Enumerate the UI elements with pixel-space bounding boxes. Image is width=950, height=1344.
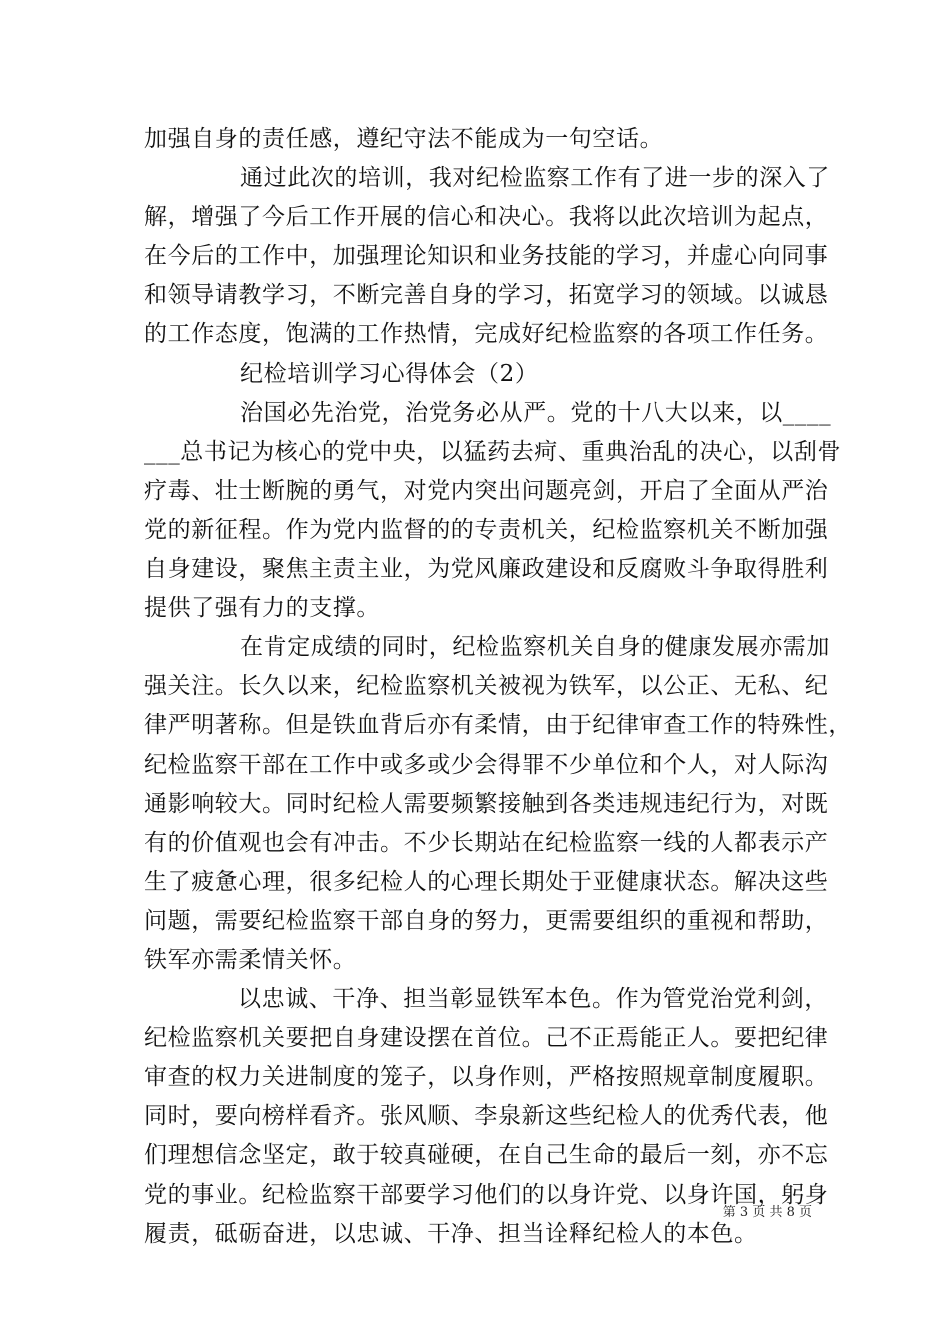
text-line: 党的新征程。作为党内监督的的专责机关，纪检监察机关不断加强 (144, 516, 829, 543)
text-line: 纪检监察机关要把自身建设摆在首位。己不正焉能正人。要把纪律 (144, 1025, 829, 1052)
text-line: 问题，需要纪检监察干部自身的努力，更需要组织的重视和帮助， (144, 907, 829, 934)
text-line: 履责，砥砺奋进，以忠诚、干净、担当诠释纪检人的本色。 (144, 1220, 758, 1247)
paragraph-start-line: 在肯定成绩的同时，纪检监察机关自身的健康发展亦需加 (240, 634, 830, 661)
text-line: 铁军亦需柔情关怀。 (144, 946, 357, 973)
text-line: 加强自身的责任感，遵纪守法不能成为一句空话。 (144, 126, 664, 152)
text-line: 的工作态度，饱满的工作热情，完成好纪检监察的各项工作任务。 (144, 321, 829, 348)
page-number-footer: 第 3 页 共 8 页 (722, 1205, 812, 1220)
document-body (144, 120, 852, 1254)
paragraph-start-line: 治国必先治党，治党务必从严。党的十八大以来，以____ (240, 399, 832, 426)
paragraph-start-line: 以忠诚、干净、担当彰显铁军本色。作为管党治党利剑， (238, 986, 828, 1013)
paragraph-start-line: 通过此次的培训，我对纪检监察工作有了进一步的深入了 (240, 165, 830, 192)
text-line: 疗毒、壮士断腕的勇气，对党内突出问题亮剑，开启了全面从严治 (144, 477, 829, 504)
text-line: 在今后的工作中，加强理论知识和业务技能的学习，并虚心向同事 (144, 243, 829, 270)
text-line: 提供了强有力的支撑。 (144, 595, 380, 622)
text-line: 党的事业。纪检监察干部要学习他们的以身许党、以身许国，躬身 (144, 1181, 829, 1208)
section-heading: 纪检培训学习心得体会（2） (240, 360, 539, 387)
text-line: 自身建设，聚焦主责主业，为党风廉政建设和反腐败斗争取得胜利 (144, 556, 829, 583)
text-line: 纪检监察干部在工作中或多或少会得罪不少单位和个人，对人际沟 (144, 751, 829, 778)
text-line: ___总书记为核心的党中央，以猛药去疴、重典治乱的决心，以刮骨 (144, 438, 842, 465)
text-line: 生了疲惫心理，很多纪检人的心理长期处于亚健康状态。解决这些 (144, 868, 829, 895)
text-line: 们理想信念坚定，敢于较真碰硬，在自己生命的最后一刻，亦不忘 (144, 1142, 829, 1169)
text-line: 有的价值观也会有冲击。不少长期站在纪检监察一线的人都表示产 (144, 829, 829, 856)
text-line: 和领导请教学习，不断完善自身的学习，拓宽学习的领域。以诚恳 (144, 282, 829, 309)
text-line: 强关注。长久以来，纪检监察机关被视为铁军，以公正、无私、纪 (144, 673, 829, 700)
text-line: 通影响较大。同时纪检人需要频繁接触到各类违规违纪行为，对既 (144, 790, 829, 817)
text-line: 解，增强了今后工作开展的信心和决心。我将以此次培训为起点， (144, 204, 829, 231)
text-line: 审查的权力关进制度的笼子，以身作则，严格按照规章制度履职。 (144, 1064, 829, 1091)
text-line: 律严明著称。但是铁血背后亦有柔情，由于纪律审查工作的特殊性， (144, 712, 852, 739)
text-line: 同时，要向榜样看齐。张风顺、李泉新这些纪检人的优秀代表，他 (144, 1103, 829, 1130)
